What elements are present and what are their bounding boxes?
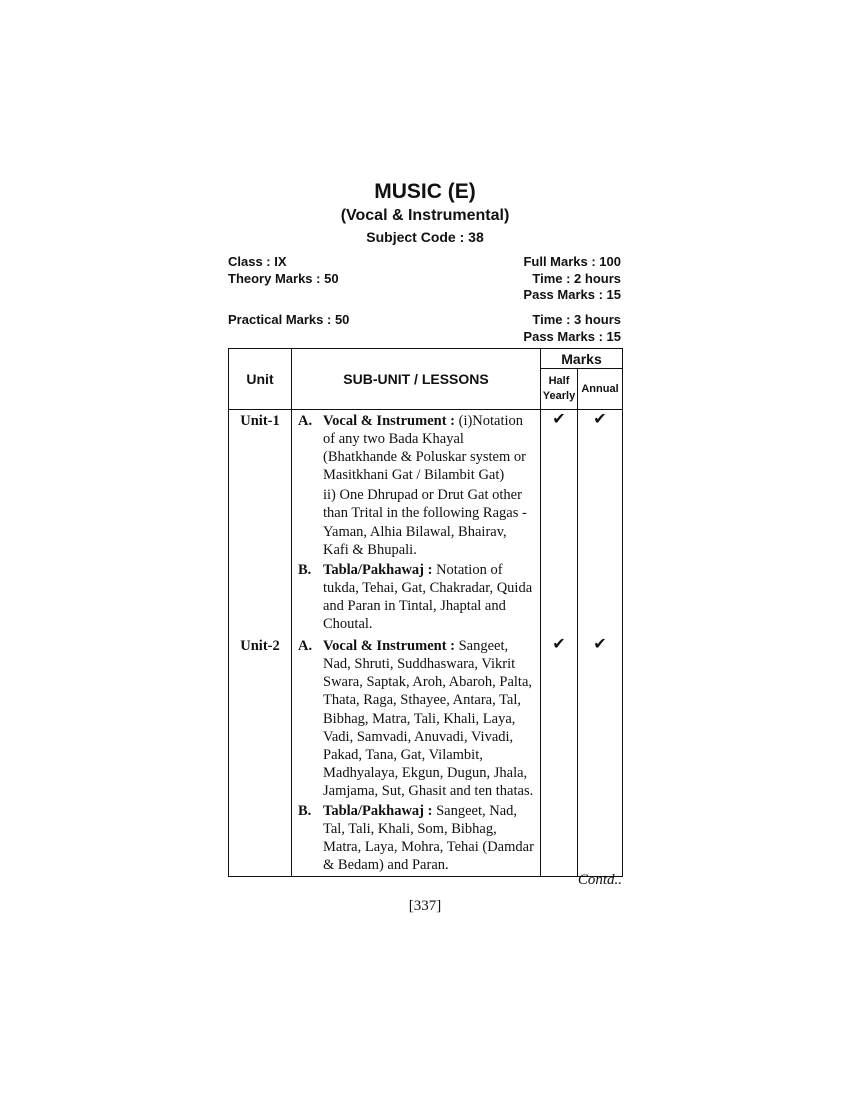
item-letter: A. [298,413,313,429]
continued-note: Contd.. [577,872,622,888]
item-text: Notation of tukda, Tehai, Gat, Chakradar, Quida and Paran in Tintal, Jhaptal and Choutal. [323,561,533,633]
item-text: (i)Notation of any two Bada Khayal (Bhatkhande & Poluskar system or Masitkhani Gat / Bilambit Gat) [323,413,526,484]
half-yearly-check-icon: ✔ [541,635,578,877]
header-marks: Marks [541,349,623,369]
item-text: Sangeet, Nad, Shruti, Suddhaswara, Vikrit Swara, Saptak, Aroh, Abaroh, Palta, Thata, Raga, Sthayee, Antara, Tal, Bibhag, Matra, Tali, Khali, Laya, Vadi, Samvadi, Anuvadi, Vivadi, Pakad, Tana, Gat, Vilambit, Madhyalaya, Ekgun, Dugun, Jhala, Jamjama, Sut, Ghasit and ten thatas. [323,638,534,799]
item-heading: Tabla/Pakhawaj : [323,802,433,819]
list-item [298,637,536,800]
annual-check-icon: ✔ [578,410,623,636]
practical-time: Time : 3 hours [532,312,621,327]
unit-label: Unit-1 [229,410,292,636]
header-half-yearly: Half Yearly [541,369,578,410]
syllabus-table [228,348,623,877]
lesson-cell [292,635,541,877]
item-text-continued: ii) One Dhrupad or Drut Gat other than Trital in the following Ragas - Yaman, Alhia Bilawal, Bhairav, Kafi & Bhupali. [323,487,527,558]
lesson-cell [292,410,541,636]
half-yearly-check-icon: ✔ [541,410,578,636]
item-heading: Tabla/Pakhawaj : [323,561,433,578]
header-unit: Unit [229,349,292,410]
item-letter: B. [298,802,312,819]
header-annual: Annual [578,369,623,410]
practical-pass-marks: Pass Marks : 15 [523,329,621,344]
header-sub-unit: SUB-UNIT / LESSONS [292,349,541,410]
theory-pass-marks: Pass Marks : 15 [523,287,621,302]
item-heading: Vocal & Instrument : [323,638,455,655]
class-label: Class : IX [228,254,287,269]
item-heading: Vocal & Instrument : [323,413,455,429]
item-letter: A. [298,638,313,655]
table-row [229,635,623,877]
list-item [298,802,536,874]
unit-label: Unit-2 [229,635,292,877]
theory-time: Time : 2 hours [532,271,621,286]
page-title: MUSIC (E) [374,180,476,203]
table-row [229,410,623,636]
list-item [298,412,536,559]
item-letter: B. [298,561,312,578]
page-subtitle: (Vocal & Instrumental) [340,207,510,224]
practical-marks: Practical Marks : 50 [228,312,350,327]
full-marks: Full Marks : 100 [523,254,621,269]
annual-check-icon: ✔ [578,635,623,877]
page-number: [337] [408,898,442,914]
item-text: Sangeet, Nad, Tal, Tali, Khali, Som, Bibhag, Matra, Laya, Mohra, Tehai (Damdar & Bedam) and Paran. [323,802,534,874]
subject-code: Subject Code : 38 [366,229,484,245]
list-item [298,561,536,633]
theory-marks: Theory Marks : 50 [228,271,339,286]
